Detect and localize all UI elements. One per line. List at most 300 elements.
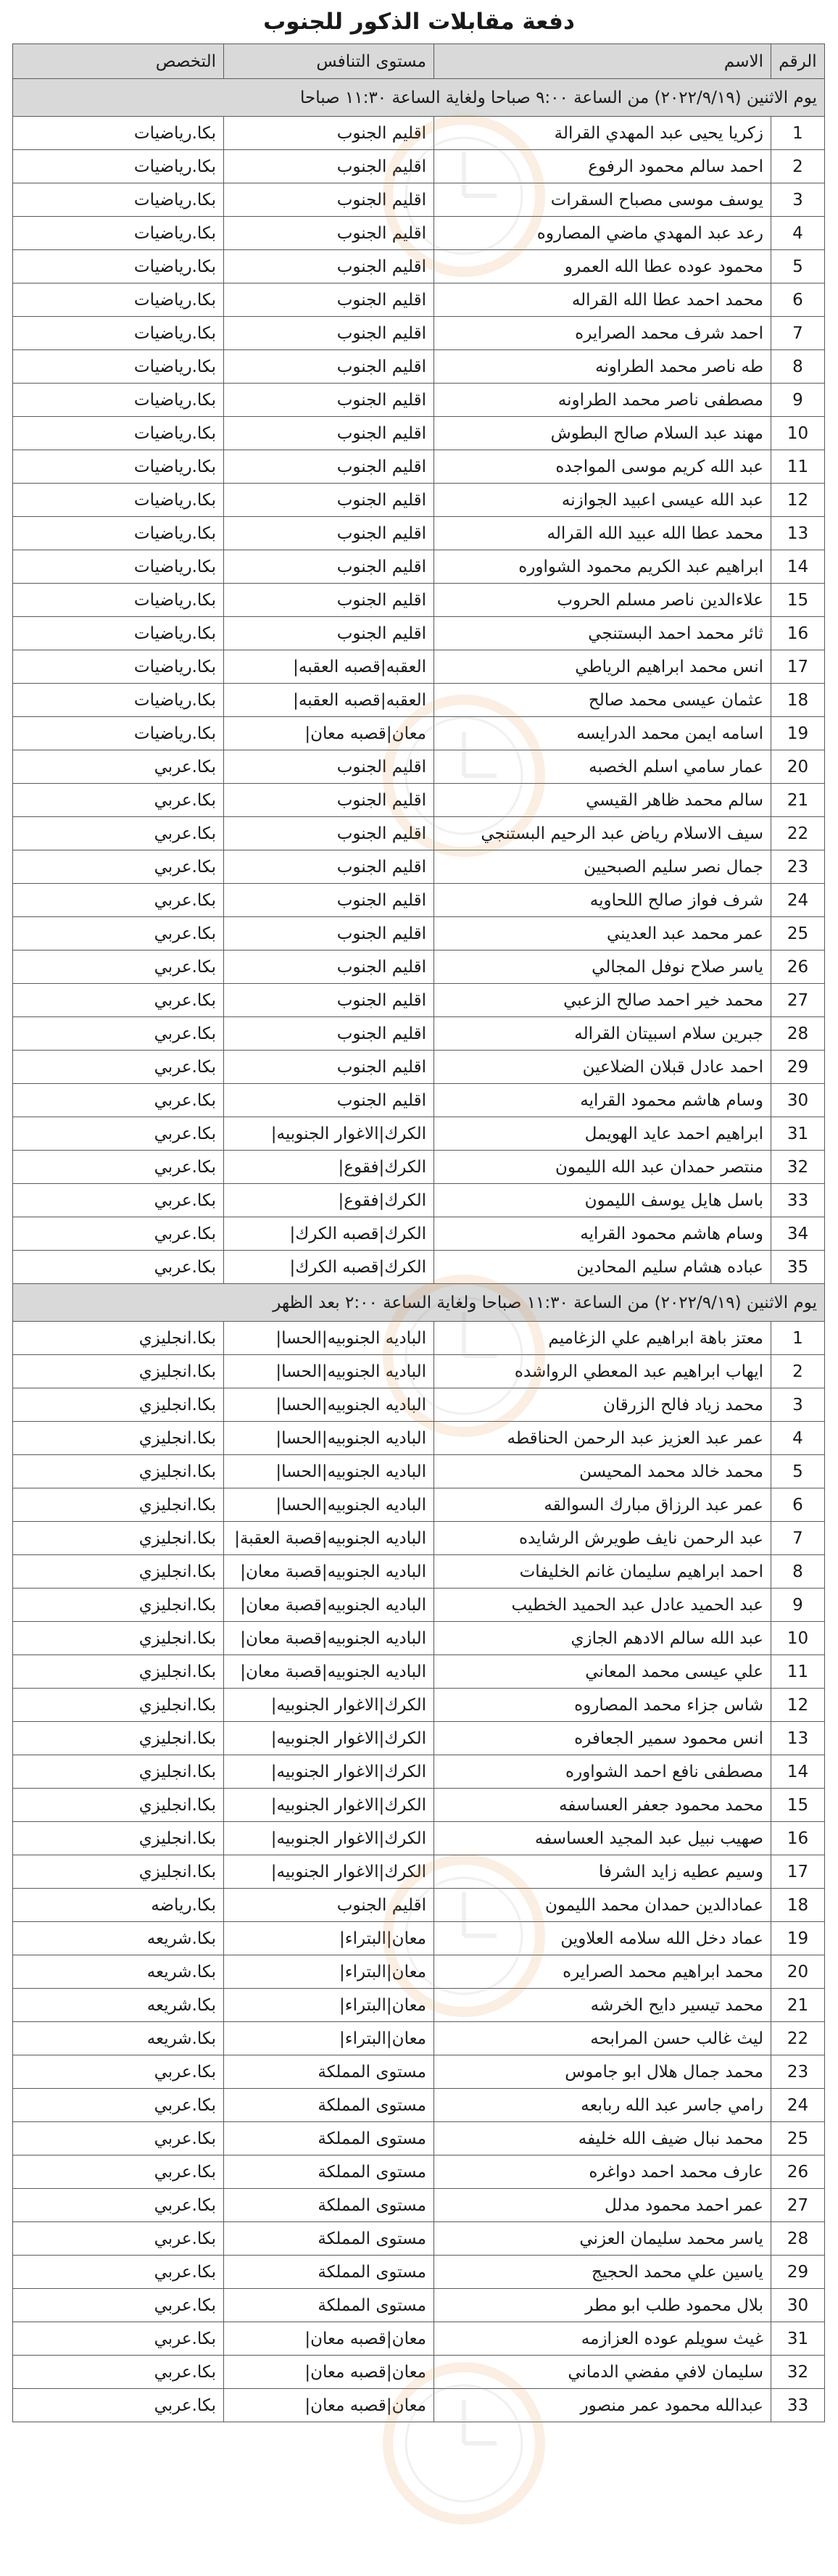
row-specialization: بكا.انجليزي: [13, 1589, 224, 1622]
row-competition-level: اقليم الجنوب: [224, 417, 434, 450]
row-name: احمد عادل قبلان الضلاعين: [434, 1051, 771, 1084]
row-name: مصطفى ناصر محمد الطراونه: [434, 384, 771, 417]
row-specialization: بكا.شريعه: [13, 1955, 224, 1989]
row-name: ايهاب ابراهيم عبد المعطي الرواشده: [434, 1355, 771, 1388]
row-number: 17: [771, 650, 825, 684]
row-competition-level: الباديه الجنوبيه|الحسا|: [224, 1455, 434, 1488]
table-row: [13, 2022, 825, 2055]
row-number: 35: [771, 1251, 825, 1284]
table-row: [13, 2356, 825, 2389]
row-competition-level: الباديه الجنوبيه|الحسا|: [224, 1488, 434, 1522]
table-row: [13, 1522, 825, 1555]
row-name: سيف الاسلام رياض عبد الرحيم البستنجي: [434, 817, 771, 850]
row-number: 25: [771, 2122, 825, 2155]
table-row: [13, 1422, 825, 1455]
row-name: محمد احمد عطا الله القراله: [434, 283, 771, 317]
row-number: 26: [771, 2155, 825, 2189]
row-name: معتز باهة ابراهيم علي الزغاميم: [434, 1322, 771, 1355]
row-number: 8: [771, 1555, 825, 1589]
row-number: 21: [771, 784, 825, 817]
header-name: الاسم: [434, 44, 771, 79]
table-row: [13, 2256, 825, 2289]
row-competition-level: الكرك|قصبه الكرك|: [224, 1251, 434, 1284]
row-name: رعد عبد المهدي ماضي المصاروه: [434, 217, 771, 250]
row-name: وسيم عطيه زايد الشرفا: [434, 1855, 771, 1889]
table-row: [13, 1151, 825, 1184]
row-competition-level: اقليم الجنوب: [224, 217, 434, 250]
row-specialization: بكا.رياضيات: [13, 650, 224, 684]
row-competition-level: الباديه الجنوبيه|الحسا|: [224, 1355, 434, 1388]
row-competition-level: العقبه|قصبه العقبه|: [224, 684, 434, 717]
row-specialization: بكا.رياضيات: [13, 117, 224, 150]
header-number: الرقم: [771, 44, 825, 79]
row-number: 17: [771, 1855, 825, 1889]
table-row: [13, 850, 825, 884]
row-specialization: بكا.انجليزي: [13, 1789, 224, 1822]
row-name: عمار سامي اسلم الخصبه: [434, 750, 771, 784]
row-number: 4: [771, 217, 825, 250]
row-name: محمد خير احمد صالح الزعبي: [434, 984, 771, 1017]
table-row: [13, 2089, 825, 2122]
row-competition-level: معان|البتراء|: [224, 2022, 434, 2055]
row-competition-level: مستوى المملكة: [224, 2055, 434, 2089]
row-name: عبد الله سالم الادهم الجازي: [434, 1622, 771, 1655]
row-name: محمد خالد محمد المحيسن: [434, 1455, 771, 1488]
row-competition-level: معان|البتراء|: [224, 1955, 434, 1989]
row-specialization: بكا.عربي: [13, 984, 224, 1017]
row-number: 21: [771, 1989, 825, 2022]
row-specialization: بكا.عربي: [13, 2089, 224, 2122]
row-name: عباده هشام سليم المحادين: [434, 1251, 771, 1284]
row-name: احمد شرف محمد الصرايره: [434, 317, 771, 350]
row-competition-level: الباديه الجنوبيه|قصبة معان|: [224, 1622, 434, 1655]
table-row: [13, 684, 825, 717]
row-competition-level: الباديه الجنوبيه|قصبة العقبة|: [224, 1522, 434, 1555]
table-row: [13, 283, 825, 317]
row-number: 24: [771, 2089, 825, 2122]
row-specialization: بكا.عربي: [13, 2189, 224, 2222]
row-name: محمد عطا الله عبيد الله القراله: [434, 517, 771, 550]
row-number: 6: [771, 1488, 825, 1522]
row-specialization: بكا.انجليزي: [13, 1722, 224, 1755]
row-specialization: بكا.عربي: [13, 2122, 224, 2155]
table-row: [13, 2322, 825, 2356]
table-row: [13, 1589, 825, 1622]
table-row: [13, 183, 825, 217]
row-competition-level: اقليم الجنوب: [224, 884, 434, 917]
table-row: [13, 584, 825, 617]
row-number: 32: [771, 2356, 825, 2389]
row-name: غيث سويلم عوده العزازمه: [434, 2322, 771, 2356]
row-specialization: بكا.رياضيات: [13, 717, 224, 750]
row-name: عمر احمد محمود مدلل: [434, 2189, 771, 2222]
row-specialization: بكا.عربي: [13, 2356, 224, 2389]
row-competition-level: الكرك|الاغوار الجنوبيه|: [224, 1855, 434, 1889]
row-specialization: بكا.عربي: [13, 1051, 224, 1084]
table-row: [13, 1488, 825, 1522]
row-competition-level: اقليم الجنوب: [224, 484, 434, 517]
row-name: ياسر صلاح نوفل المجالي: [434, 951, 771, 984]
row-name: انس محمود سمير الجعافره: [434, 1722, 771, 1755]
row-name: وسام هاشم محمود القرايه: [434, 1084, 771, 1117]
table-row: [13, 1655, 825, 1689]
table-row: [13, 1017, 825, 1051]
table-row: [13, 1622, 825, 1655]
row-number: 2: [771, 1355, 825, 1388]
row-number: 16: [771, 617, 825, 650]
row-number: 13: [771, 517, 825, 550]
row-competition-level: اقليم الجنوب: [224, 817, 434, 850]
row-number: 2: [771, 150, 825, 183]
row-competition-level: اقليم الجنوب: [224, 917, 434, 951]
table-row: [13, 884, 825, 917]
row-specialization: بكا.رياضه: [13, 1889, 224, 1922]
row-name: عبد الحميد عادل عبد الحميد الخطيب: [434, 1589, 771, 1622]
table-row: [13, 1722, 825, 1755]
row-competition-level: معان|قصبه معان|: [224, 717, 434, 750]
row-number: 23: [771, 850, 825, 884]
row-specialization: بكا.انجليزي: [13, 1455, 224, 1488]
row-name: محمد محمود جعفر العساسفه: [434, 1789, 771, 1822]
row-name: احمد ابراهيم سليمان غانم الخليفات: [434, 1555, 771, 1589]
row-number: 33: [771, 1184, 825, 1217]
row-specialization: بكا.انجليزي: [13, 1655, 224, 1689]
row-specialization: بكا.انجليزي: [13, 1388, 224, 1422]
table-row: [13, 1184, 825, 1217]
row-name: انس محمد ابراهيم الرياطي: [434, 650, 771, 684]
row-specialization: بكا.عربي: [13, 1251, 224, 1284]
row-name: جبرين سلام اسبيتان القراله: [434, 1017, 771, 1051]
row-competition-level: الكرك|الاغوار الجنوبيه|: [224, 1689, 434, 1722]
row-number: 18: [771, 1889, 825, 1922]
row-name: زكريا يحيى عبد المهدي القرالة: [434, 117, 771, 150]
table-row: [13, 917, 825, 951]
row-specialization: بكا.رياضيات: [13, 617, 224, 650]
header-competition-level: مستوى التنافس: [224, 44, 434, 79]
table-row: [13, 2189, 825, 2222]
row-number: 20: [771, 750, 825, 784]
row-competition-level: اقليم الجنوب: [224, 250, 434, 283]
table-row: [13, 1455, 825, 1488]
table-row: [13, 1322, 825, 1355]
row-number: 4: [771, 1422, 825, 1455]
row-name: يوسف موسى مصباح السقرات: [434, 183, 771, 217]
row-specialization: بكا.انجليزي: [13, 1555, 224, 1589]
row-number: 33: [771, 2389, 825, 2422]
row-name: باسل هايل يوسف الليمون: [434, 1184, 771, 1217]
row-specialization: بكا.انجليزي: [13, 1822, 224, 1855]
session-header-row: [13, 79, 825, 117]
table-row: [13, 984, 825, 1017]
row-specialization: بكا.رياضيات: [13, 384, 224, 417]
table-row: [13, 617, 825, 650]
row-number: 25: [771, 917, 825, 951]
row-competition-level: اقليم الجنوب: [224, 317, 434, 350]
row-competition-level: اقليم الجنوب: [224, 550, 434, 584]
row-competition-level: اقليم الجنوب: [224, 517, 434, 550]
row-specialization: بكا.رياضيات: [13, 517, 224, 550]
row-name: عبد الله عيسى اعبيد الجوازنه: [434, 484, 771, 517]
row-name: علي عيسى محمد المعاني: [434, 1655, 771, 1689]
table-row: [13, 2222, 825, 2256]
row-name: مصطفى نافع احمد الشواوره: [434, 1755, 771, 1789]
table-row: [13, 2389, 825, 2422]
row-number: 26: [771, 951, 825, 984]
row-competition-level: اقليم الجنوب: [224, 1051, 434, 1084]
table-row: [13, 117, 825, 150]
table-row: [13, 417, 825, 450]
row-competition-level: اقليم الجنوب: [224, 183, 434, 217]
row-competition-level: مستوى المملكة: [224, 2122, 434, 2155]
row-number: 31: [771, 1117, 825, 1151]
row-name: ياسر محمد سليمان العزني: [434, 2222, 771, 2256]
row-specialization: بكا.انجليزي: [13, 1488, 224, 1522]
table-row: [13, 450, 825, 484]
row-number: 32: [771, 1151, 825, 1184]
row-specialization: بكا.انجليزي: [13, 1755, 224, 1789]
row-competition-level: مستوى المملكة: [224, 2089, 434, 2122]
row-specialization: بكا.عربي: [13, 784, 224, 817]
row-specialization: بكا.عربي: [13, 1184, 224, 1217]
table-row: [13, 1955, 825, 1989]
row-number: 1: [771, 117, 825, 150]
row-specialization: بكا.رياضيات: [13, 584, 224, 617]
row-competition-level: اقليم الجنوب: [224, 283, 434, 317]
row-specialization: بكا.عربي: [13, 1084, 224, 1117]
table-row: [13, 1051, 825, 1084]
row-number: 22: [771, 2022, 825, 2055]
row-specialization: بكا.رياضيات: [13, 217, 224, 250]
row-specialization: بكا.رياضيات: [13, 350, 224, 384]
row-competition-level: العقبه|قصبه العقبه|: [224, 650, 434, 684]
row-name: ابراهيم احمد عايد الهويمل: [434, 1117, 771, 1151]
row-specialization: بكا.رياضيات: [13, 250, 224, 283]
row-specialization: بكا.رياضيات: [13, 550, 224, 584]
row-specialization: بكا.عربي: [13, 1151, 224, 1184]
row-name: رامي جاسر عبد الله ربابعه: [434, 2089, 771, 2122]
row-specialization: بكا.انجليزي: [13, 1689, 224, 1722]
row-specialization: بكا.رياضيات: [13, 183, 224, 217]
table-row: [13, 2055, 825, 2089]
row-name: عمر محمد عبد العديني: [434, 917, 771, 951]
row-number: 14: [771, 550, 825, 584]
table-row: [13, 1251, 825, 1284]
row-name: محمد جمال هلال ابو جاموس: [434, 2055, 771, 2089]
row-specialization: بكا.عربي: [13, 1017, 224, 1051]
row-competition-level: مستوى المملكة: [224, 2222, 434, 2256]
row-competition-level: مستوى المملكة: [224, 2155, 434, 2189]
row-specialization: بكا.شريعه: [13, 2022, 224, 2055]
row-competition-level: اقليم الجنوب: [224, 984, 434, 1017]
table-row: [13, 350, 825, 384]
row-competition-level: مستوى المملكة: [224, 2289, 434, 2322]
table-row: [13, 717, 825, 750]
row-name: شاس جزاء محمد المصاروه: [434, 1689, 771, 1722]
row-specialization: بكا.عربي: [13, 2389, 224, 2422]
row-number: 27: [771, 2189, 825, 2222]
table-row: [13, 550, 825, 584]
row-number: 14: [771, 1755, 825, 1789]
row-specialization: بكا.رياضيات: [13, 417, 224, 450]
row-number: 20: [771, 1955, 825, 1989]
row-name: عمر عبد الرزاق مبارك السوالقه: [434, 1488, 771, 1522]
row-competition-level: اقليم الجنوب: [224, 1017, 434, 1051]
row-number: 5: [771, 250, 825, 283]
row-competition-level: اقليم الجنوب: [224, 784, 434, 817]
row-number: 16: [771, 1822, 825, 1855]
row-competition-level: مستوى المملكة: [224, 2256, 434, 2289]
row-number: 30: [771, 2289, 825, 2322]
row-specialization: بكا.رياضيات: [13, 150, 224, 183]
row-competition-level: اقليم الجنوب: [224, 1084, 434, 1117]
table-row: [13, 1388, 825, 1422]
row-number: 34: [771, 1217, 825, 1251]
table-row: [13, 384, 825, 417]
table-row: [13, 1689, 825, 1722]
table-row: [13, 817, 825, 850]
row-specialization: بكا.انجليزي: [13, 1322, 224, 1355]
table-row: [13, 317, 825, 350]
row-number: 9: [771, 384, 825, 417]
row-number: 27: [771, 984, 825, 1017]
row-name: علاءالدين ناصر مسلم الحروب: [434, 584, 771, 617]
row-name: بلال محمود طلب ابو مطر: [434, 2289, 771, 2322]
row-competition-level: الباديه الجنوبيه|قصبة معان|: [224, 1555, 434, 1589]
row-name: عبد الرحمن نايف طويرش الرشايده: [434, 1522, 771, 1555]
row-number: 15: [771, 1789, 825, 1822]
row-name: ابراهيم عبد الكريم محمود الشواوره: [434, 550, 771, 584]
row-competition-level: الكرك|فقوع|: [224, 1184, 434, 1217]
row-number: 1: [771, 1322, 825, 1355]
row-name: احمد سالم محمود الرفوع: [434, 150, 771, 183]
row-number: 12: [771, 484, 825, 517]
row-competition-level: الكرك|الاغوار الجنوبيه|: [224, 1117, 434, 1151]
row-name: عارف محمد احمد دواغره: [434, 2155, 771, 2189]
row-competition-level: معان|البتراء|: [224, 1989, 434, 2022]
row-competition-level: معان|قصبه معان|: [224, 2322, 434, 2356]
row-specialization: بكا.رياضيات: [13, 484, 224, 517]
row-name: عمر عبد العزيز عبد الرحمن الحناقطه: [434, 1422, 771, 1455]
row-name: وسام هاشم محمود القرايه: [434, 1217, 771, 1251]
row-name: محمد تيسير دايح الخرشه: [434, 1989, 771, 2022]
row-number: 19: [771, 717, 825, 750]
row-name: سالم محمد ظاهر القيسي: [434, 784, 771, 817]
interviews-table: [12, 44, 825, 2422]
table-row: [13, 2122, 825, 2155]
table-row: [13, 1117, 825, 1151]
table-row: [13, 650, 825, 684]
table-row: [13, 1555, 825, 1589]
row-name: محمود عوده عطا الله العمرو: [434, 250, 771, 283]
row-competition-level: الكرك|الاغوار الجنوبيه|: [224, 1755, 434, 1789]
table-row: [13, 1889, 825, 1922]
row-specialization: بكا.عربي: [13, 884, 224, 917]
row-number: 24: [771, 884, 825, 917]
table-row: [13, 784, 825, 817]
row-competition-level: الكرك|الاغوار الجنوبيه|: [224, 1789, 434, 1822]
row-number: 31: [771, 2322, 825, 2356]
row-specialization: بكا.عربي: [13, 2289, 224, 2322]
row-specialization: بكا.عربي: [13, 1117, 224, 1151]
row-specialization: بكا.عربي: [13, 817, 224, 850]
row-number: 28: [771, 2222, 825, 2256]
row-number: 15: [771, 584, 825, 617]
row-competition-level: اقليم الجنوب: [224, 150, 434, 183]
row-number: 29: [771, 2256, 825, 2289]
row-competition-level: الكرك|الاغوار الجنوبيه|: [224, 1822, 434, 1855]
row-specialization: بكا.رياضيات: [13, 317, 224, 350]
row-competition-level: الكرك|فقوع|: [224, 1151, 434, 1184]
row-specialization: بكا.انجليزي: [13, 1855, 224, 1889]
row-number: 3: [771, 1388, 825, 1422]
table-row: [13, 1789, 825, 1822]
row-competition-level: اقليم الجنوب: [224, 617, 434, 650]
row-specialization: بكا.عربي: [13, 850, 224, 884]
table-row: [13, 1855, 825, 1889]
row-specialization: بكا.عربي: [13, 917, 224, 951]
row-competition-level: الباديه الجنوبيه|قصبة معان|: [224, 1589, 434, 1622]
row-competition-level: اقليم الجنوب: [224, 750, 434, 784]
row-competition-level: اقليم الجنوب: [224, 584, 434, 617]
table-row: [13, 1217, 825, 1251]
row-name: صهيب نبيل عبد المجيد العساسفه: [434, 1822, 771, 1855]
row-competition-level: اقليم الجنوب: [224, 850, 434, 884]
row-name: عماد دخل الله سلامه العلاوين: [434, 1922, 771, 1955]
table-row: [13, 517, 825, 550]
row-specialization: بكا.شريعه: [13, 1922, 224, 1955]
session-label: يوم الاثنين (٢٠٢٢/٩/١٩) من الساعة ٩:٠٠ صباحا ولغاية الساعة ١١:٣٠ صباحا: [13, 79, 825, 117]
row-name: سليمان لافي مفضي الدماني: [434, 2356, 771, 2389]
row-competition-level: الباديه الجنوبيه|الحسا|: [224, 1422, 434, 1455]
row-number: 3: [771, 183, 825, 217]
row-name: شرف فواز صالح اللحاويه: [434, 884, 771, 917]
row-specialization: بكا.عربي: [13, 2155, 224, 2189]
row-competition-level: مستوى المملكة: [224, 2189, 434, 2222]
row-number: 29: [771, 1051, 825, 1084]
row-number: 13: [771, 1722, 825, 1755]
row-competition-level: معان|قصبه معان|: [224, 2356, 434, 2389]
row-number: 19: [771, 1922, 825, 1955]
row-specialization: بكا.انجليزي: [13, 1355, 224, 1388]
row-competition-level: معان|البتراء|: [224, 1922, 434, 1955]
table-row: [13, 951, 825, 984]
row-number: 23: [771, 2055, 825, 2089]
row-specialization: بكا.عربي: [13, 2055, 224, 2089]
row-number: 7: [771, 317, 825, 350]
row-competition-level: الكرك|قصبه الكرك|: [224, 1217, 434, 1251]
row-name: منتصر حمدان عبد الله الليمون: [434, 1151, 771, 1184]
table-row: [13, 1922, 825, 1955]
table-row: [13, 1755, 825, 1789]
table-row: [13, 1355, 825, 1388]
table-body: [13, 79, 825, 2422]
table-row: [13, 1084, 825, 1117]
row-specialization: بكا.انجليزي: [13, 1422, 224, 1455]
row-competition-level: الباديه الجنوبيه|قصبة معان|: [224, 1655, 434, 1689]
table-row: [13, 217, 825, 250]
row-specialization: بكا.رياضيات: [13, 450, 224, 484]
table-row: [13, 750, 825, 784]
row-number: 8: [771, 350, 825, 384]
header-row: [13, 44, 825, 79]
row-name: ياسين علي محمد الحجيج: [434, 2256, 771, 2289]
row-specialization: بكا.عربي: [13, 750, 224, 784]
row-number: 10: [771, 1622, 825, 1655]
row-number: 11: [771, 1655, 825, 1689]
row-name: محمد زياد فالح الزرقان: [434, 1388, 771, 1422]
row-number: 12: [771, 1689, 825, 1722]
row-number: 6: [771, 283, 825, 317]
